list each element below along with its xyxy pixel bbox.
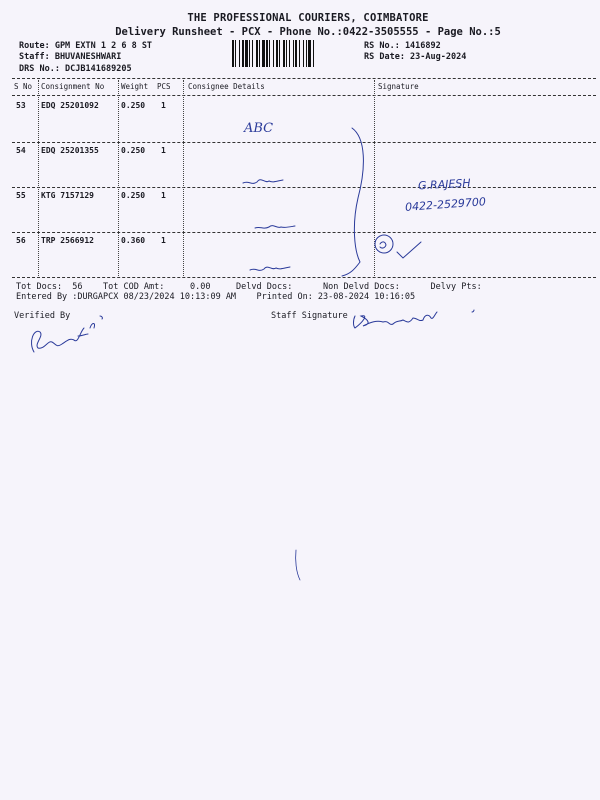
tick-mark	[397, 242, 421, 258]
cell-pcs: 1	[161, 236, 166, 245]
circled-stamp-mark	[380, 242, 386, 248]
cell-weight: 0.250	[121, 191, 146, 200]
staff-signature-label: Staff Signature	[271, 311, 348, 321]
handwritten-note: ABC	[244, 121, 274, 136]
col-header-signature: Signature	[378, 82, 419, 91]
cell-consignment: EDQ 25201092	[41, 101, 99, 110]
cell-pcs: 1	[161, 191, 166, 200]
cell-weight: 0.250	[121, 101, 146, 110]
cell-sno: 54	[16, 146, 26, 155]
cell-sno: 56	[16, 236, 26, 245]
staff-info: Staff: BHUVANESHWARI	[19, 52, 122, 62]
handwritten-receiver-name: G.RAJESH	[417, 176, 471, 193]
company-title: THE PROFESSIONAL COURIERS, COIMBATORE	[187, 12, 429, 24]
circled-stamp-mark	[375, 235, 393, 253]
cell-pcs: 1	[161, 101, 166, 110]
cell-consignment: KTG 7157129	[41, 191, 94, 200]
route-info: Route: GPM EXTN 1 2 6 8 ST	[19, 41, 153, 51]
cell-consignment: EDQ 25201355	[41, 146, 99, 155]
verified-by-label: Verified By	[14, 311, 71, 321]
col-header-sno: S No	[14, 82, 33, 91]
ditto-mark	[243, 180, 283, 184]
entered-by-line: Entered By :DURGAPCX 08/23/2024 10:13:09 AM Printed On: 23-08-2024 10:16:05	[16, 292, 416, 302]
cell-consignment: TRP 2566912	[41, 236, 94, 245]
staff-signature	[472, 310, 474, 312]
cell-sno: 53	[16, 101, 26, 110]
staff-signature	[354, 312, 438, 328]
ditto-mark	[255, 226, 295, 229]
col-header-pcs: PCS	[157, 82, 171, 91]
stray-pen-mark	[296, 550, 300, 580]
col-header-weight: Weight	[121, 82, 149, 91]
col-header-consignment: Consignment No	[41, 82, 105, 91]
cell-pcs: 1	[161, 146, 166, 155]
cell-weight: 0.360	[121, 236, 146, 245]
rs-number: RS No.: 1416892	[364, 41, 441, 51]
cell-sno: 55	[16, 191, 26, 200]
totals-line: Tot Docs: 56 Tot COD Amt: 0.00 Delvd Docs: Non Delvd Docs: Delvy Pts:	[16, 282, 482, 292]
col-header-consignee: Consignee Details	[188, 82, 265, 91]
ditto-mark	[250, 267, 290, 270]
rs-date: RS Date: 23-Aug-2024	[364, 52, 467, 62]
handwritten-receiver-phone: 0422-2529700	[404, 195, 487, 214]
verifier-signature	[32, 316, 103, 352]
cell-weight: 0.250	[121, 146, 146, 155]
runsheet-subtitle: Delivery Runsheet - PCX - Phone No.:0422-3505555 - Page No.:5	[115, 26, 501, 38]
bracket-mark	[342, 128, 363, 276]
drs-number: DRS No.: DCJB141689205	[19, 64, 132, 74]
